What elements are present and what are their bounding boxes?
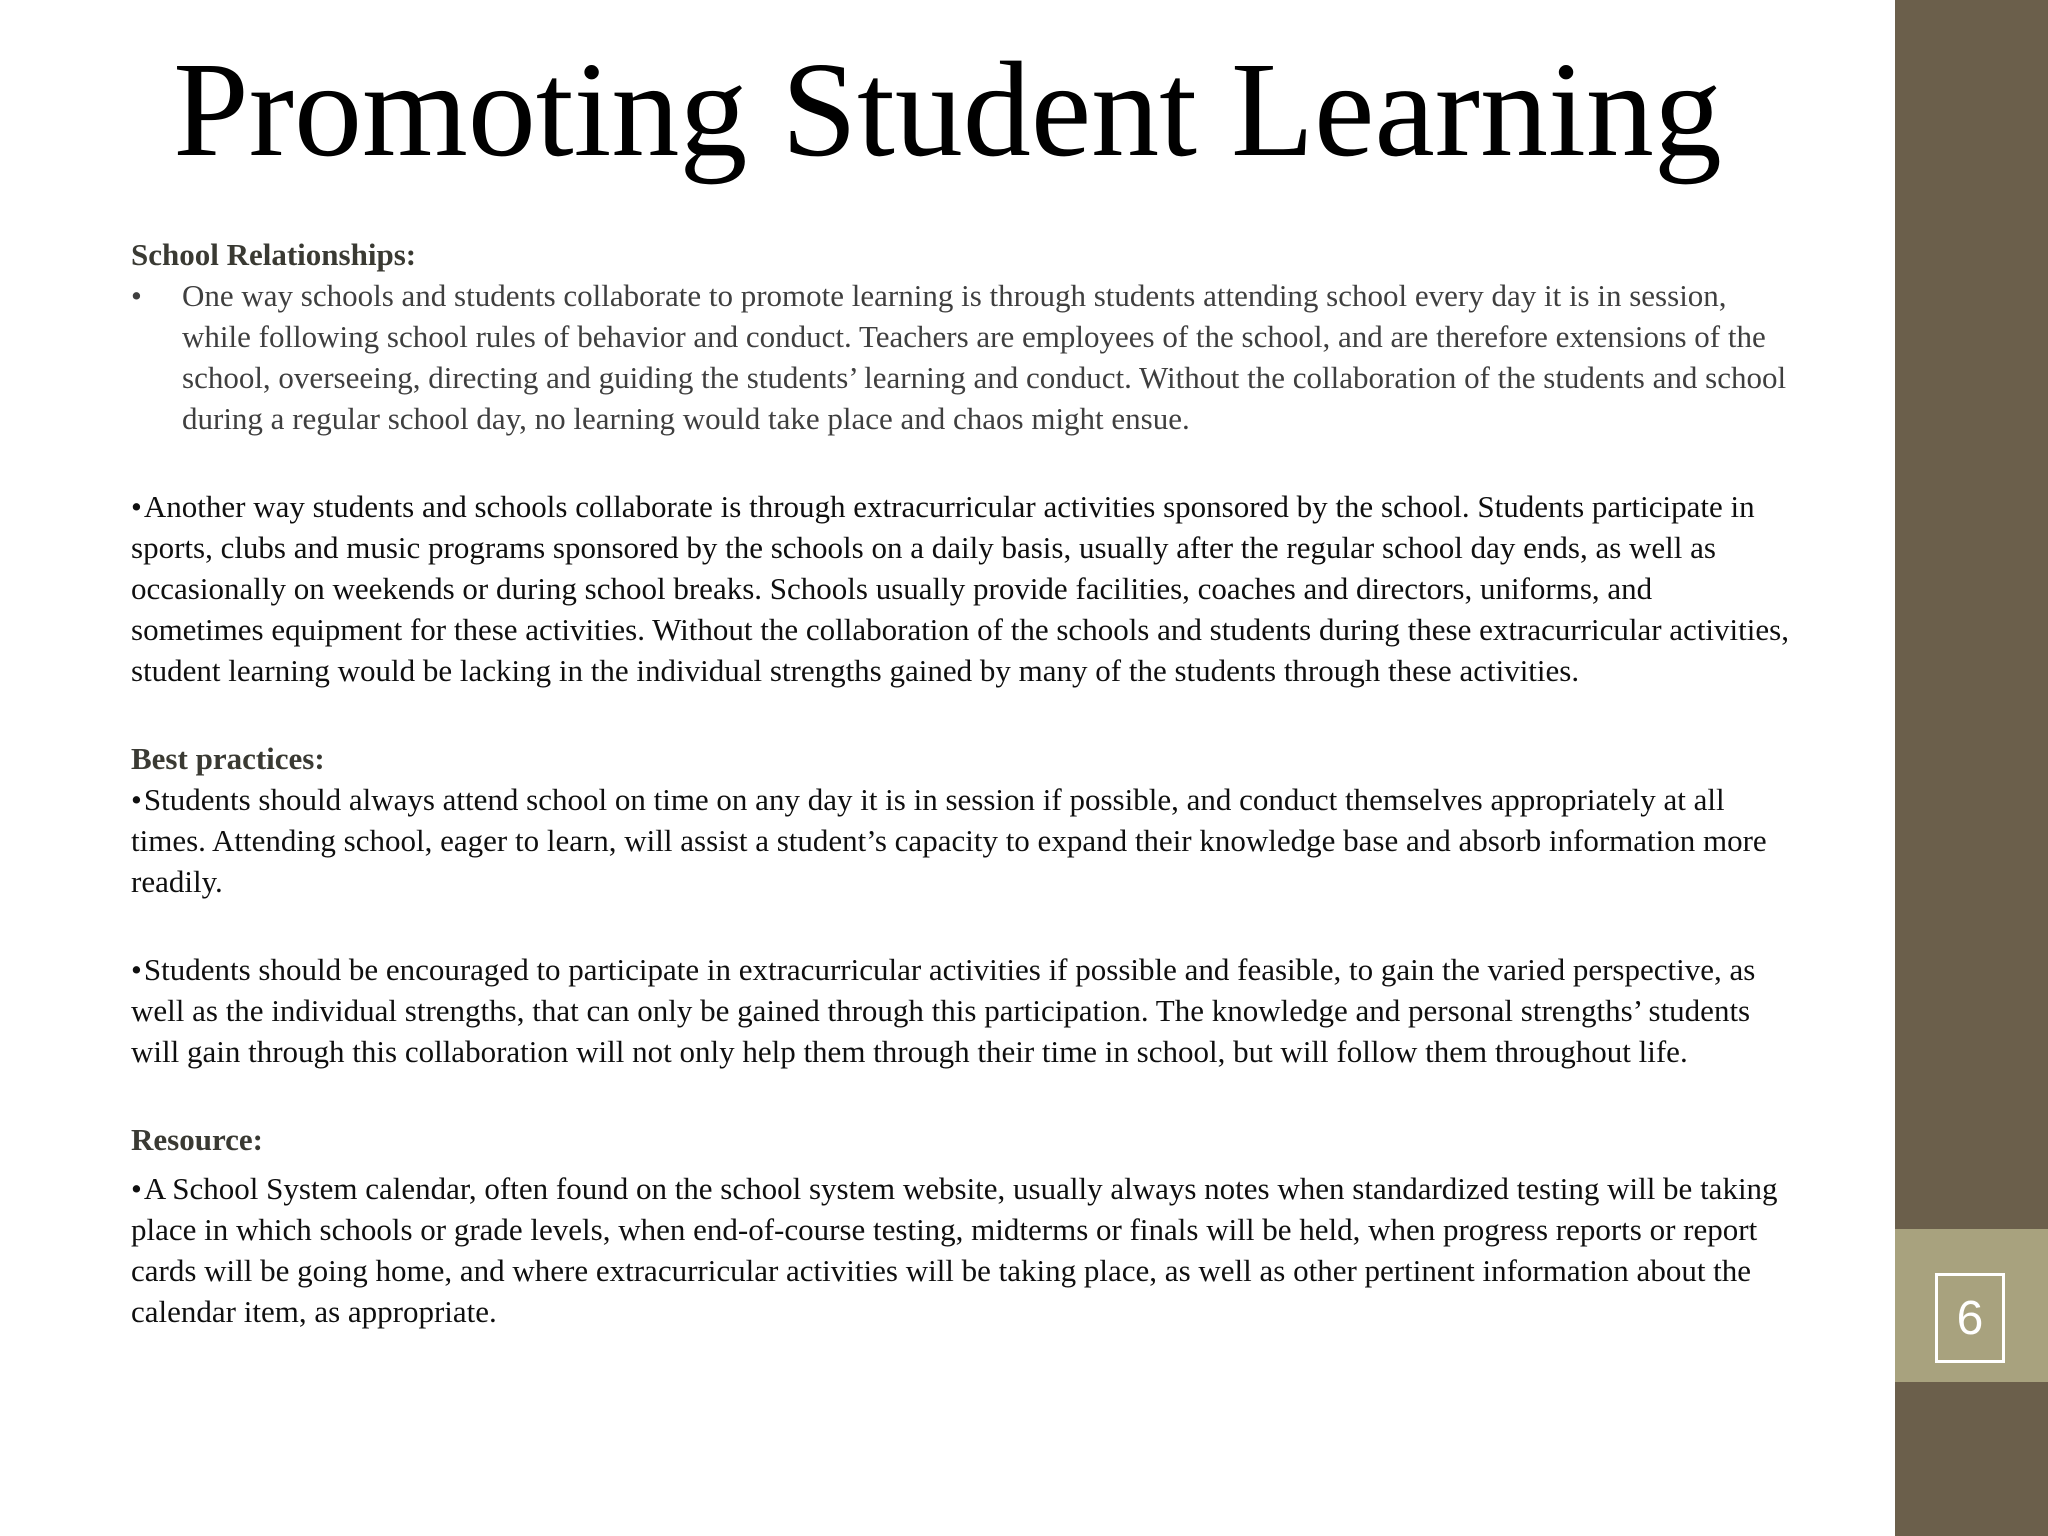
bullet-encourage-participation [131, 949, 1791, 1072]
bullet-marker: • [131, 1171, 142, 1206]
heading-school-relationships: School Relationships: [131, 237, 417, 272]
slide-body [131, 234, 1791, 1332]
bullet-marker: • [131, 782, 142, 817]
slide-title: Promoting Student Learning [173, 35, 1722, 185]
bullet-school-calendar [131, 1168, 1791, 1332]
bullet-text: One way schools and students collaborate to promote learning is through students attending school every day it is in session, while following school rules of behavior and conduct. Teachers are employees of the school, and are therefore extensions of the school, overseeing, directing and guiding the students’ learning and conduct. Without the collaboration of the students and school during a regular school day, no learning would take place and chaos might ensue. [182, 278, 1787, 436]
spacer [131, 691, 1791, 738]
heading-resource: Resource: [131, 1122, 263, 1157]
heading-best-practices: Best practices: [131, 741, 325, 776]
bullet-marker: • [131, 278, 142, 313]
page-number-box [1935, 1273, 2005, 1363]
spacer [131, 1072, 1791, 1119]
page-number: 6 [1956, 1291, 1984, 1345]
bullet-text: Another way students and schools collaborate is through extracurricular activities sponsored by the school. Students participate in sports, clubs and music programs sponsored by the schools on a daily basis, usually after the regular school day ends, as well as occasionally on weekends or during school breaks. Schools usually provide facilities, coaches and directors, uniforms, and sometimes equipment for these activities. Without the collaboration of the schools and students during these extracurricular activities, student learning would be lacking in the individual strengths gained by many of the students through these activities. [131, 489, 1789, 688]
bullet-marker: • [131, 952, 142, 987]
bullet-text: A School System calendar, often found on the school system website, usually always notes when standardized testing will be taking place in which schools or grade levels, when end-of-course testing, midterms or finals will be held, when progress reports or report cards will be going home, and where extracurricular activities will be taking place, as well as other pertinent information about the calendar item, as appropriate. [131, 1171, 1778, 1329]
bullet-marker: • [131, 489, 142, 524]
bullet-school-attendance [131, 275, 1791, 439]
bullet-extracurricular [131, 486, 1791, 691]
bullet-text: Students should always attend school on time on any day it is in session if possible, and conduct themselves appropriately at all times. Attending school, eager to learn, will assist a student’s capacity to expand their knowledge base and absorb information more readily. [131, 782, 1767, 899]
spacer [131, 902, 1791, 949]
bullet-attend-on-time [131, 779, 1791, 902]
spacer [131, 439, 1791, 486]
bullet-text: Students should be encouraged to participate in extracurricular activities if possible and feasible, to gain the varied perspective, as well as the individual strengths, that can only be gained through this participation. The knowledge and personal strengths’ students will gain through this collaboration will not only help them through their time in school, but will follow them throughout life. [131, 952, 1756, 1069]
spacer [131, 1160, 1791, 1168]
